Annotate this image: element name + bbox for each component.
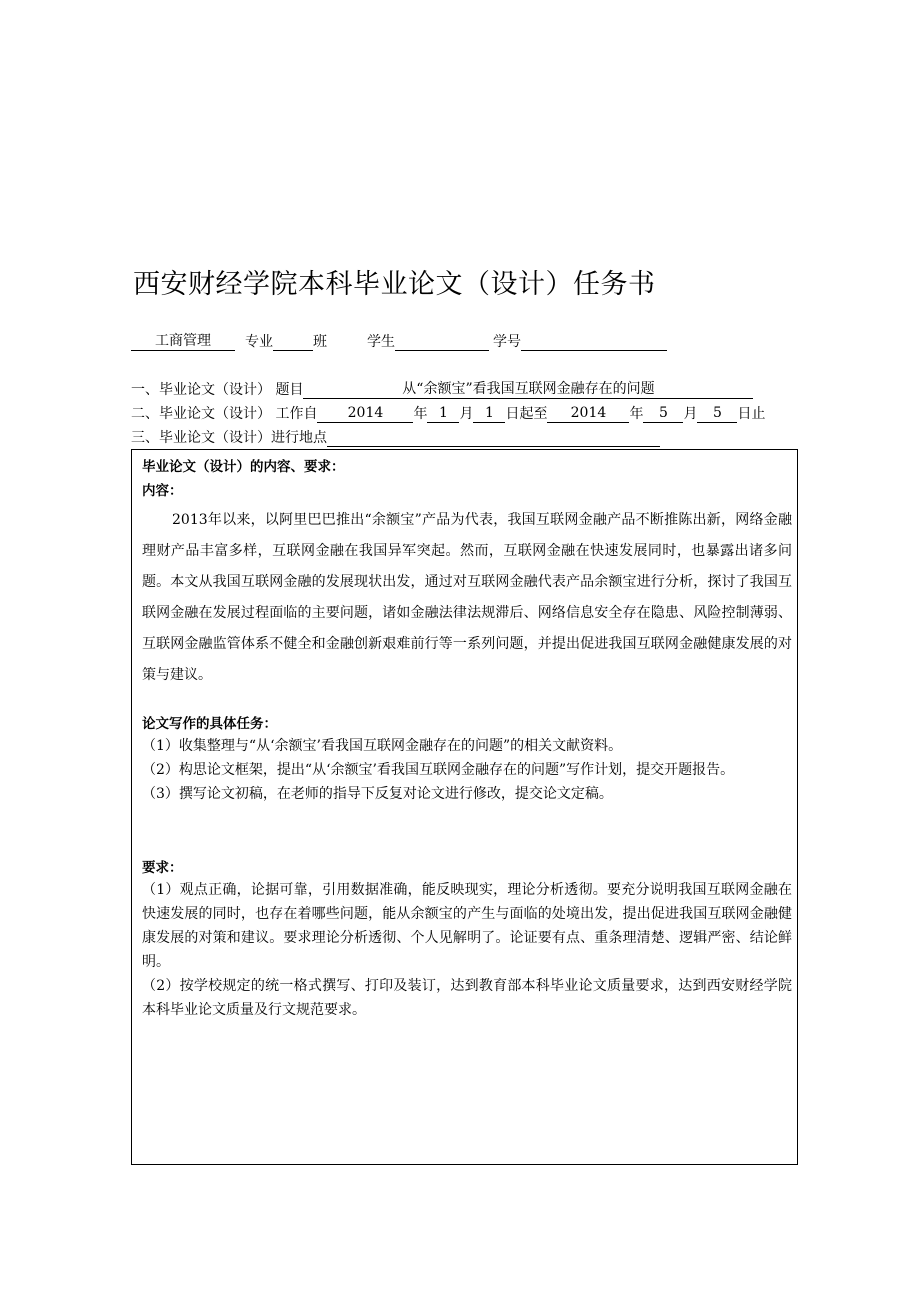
box-heading: 毕业论文（设计）的内容、要求： <box>142 459 345 475</box>
requirement-list <box>142 878 792 1022</box>
start-month-label: 月 <box>459 406 474 422</box>
task-item: （2）构思论文框架，提出“从‘余额宝’看我国互联网金融存在的问题”写作计划，提交开题报告。 <box>142 762 735 778</box>
class-label: 班 <box>313 334 327 350</box>
student-label: 学生 <box>367 334 395 350</box>
page-title: 西安财经学院本科毕业论文（设计）任务书 <box>133 269 656 300</box>
start-year: 2014 <box>317 405 413 423</box>
end-day-label: 日止 <box>737 406 766 422</box>
major-label: 专业 <box>245 334 273 350</box>
end-month: 5 <box>643 405 683 423</box>
tasks-heading: 论文写作的具体任务： <box>142 716 277 732</box>
location-row <box>131 427 660 447</box>
location-blank <box>327 429 660 447</box>
requirement-item: （2）按学校规定的统一格式撰写、打印及装订，达到教育部本科毕业论文质量要求，达到西安财经学院本科毕业论文质量及行文规范要求。 <box>142 978 792 1018</box>
task-list <box>142 734 792 806</box>
student-blank <box>395 333 489 351</box>
requirement-item: （1）观点正确，论据可靠，引用数据准确，能反映现实，理论分析透彻。要充分说明我国互联网金融在快速发展的同时，也存在着哪些问题，能从余额宝的产生与面临的处境出发，提出促进我国互联网金融健康发展的对策和建议。要求理论分析透彻、个人见解明了。论证要有点、重条理清楚、逻辑严密、结论鲜明。 <box>142 882 792 970</box>
id-blank <box>521 333 667 351</box>
start-day-label: 日起至 <box>505 406 548 422</box>
content-heading: 内容： <box>142 483 183 499</box>
id-label: 学号 <box>493 334 521 350</box>
end-year-label: 年 <box>629 406 644 422</box>
thesis-title-value: 从“余额宝”看我国互联网金融存在的问题 <box>303 381 753 399</box>
thesis-title-row <box>131 379 753 399</box>
end-year: 2014 <box>547 405 629 423</box>
major-value: 工商管理 <box>131 333 235 351</box>
requirements-heading: 要求： <box>142 860 183 876</box>
task-item: （1）收集整理与“从‘余额宝’看我国互联网金融存在的问题”的相关文献资料。 <box>142 738 623 754</box>
location-label: 三、毕业论文（设计）进行地点 <box>131 430 327 446</box>
task-item: （3）撰写论文初稿，在老师的指导下反复对论文进行修改，提交论文定稿。 <box>142 786 613 802</box>
class-blank <box>273 333 313 351</box>
period-label: 二、毕业论文（设计） 工作自 <box>131 406 318 422</box>
content-paragraph: 2013年以来，以阿里巴巴推出“余额宝”产品为代表，我国互联网金融产品不断推陈出新，网络金融理财产品丰富多样，互联网金融在我国异军突起。然而，互联网金融在快速发展同时，也暴露出诸多问题。本文从我国互联网金融的发展现状出发，通过对互联网金融代表产品余额宝进行分析，探讨了我国互联网金融在发展过程面临的主要问题，诸如金融法律法规滞后、网络信息安全存在隐患、风险控制薄弱、互联网金融监管体系不健全和金融创新艰难前行等一系列问题，并提出促进我国互联网金融健康发展的对策与建议。 <box>142 512 792 683</box>
start-year-label: 年 <box>413 406 428 422</box>
start-day: 1 <box>473 405 505 423</box>
work-period-row <box>131 403 765 423</box>
content-box <box>131 449 798 1165</box>
title-label: 一、毕业论文（设计） 题目 <box>131 382 304 398</box>
start-month: 1 <box>427 405 459 423</box>
end-day: 5 <box>697 405 737 423</box>
student-info-line <box>131 331 667 351</box>
end-month-label: 月 <box>683 406 698 422</box>
